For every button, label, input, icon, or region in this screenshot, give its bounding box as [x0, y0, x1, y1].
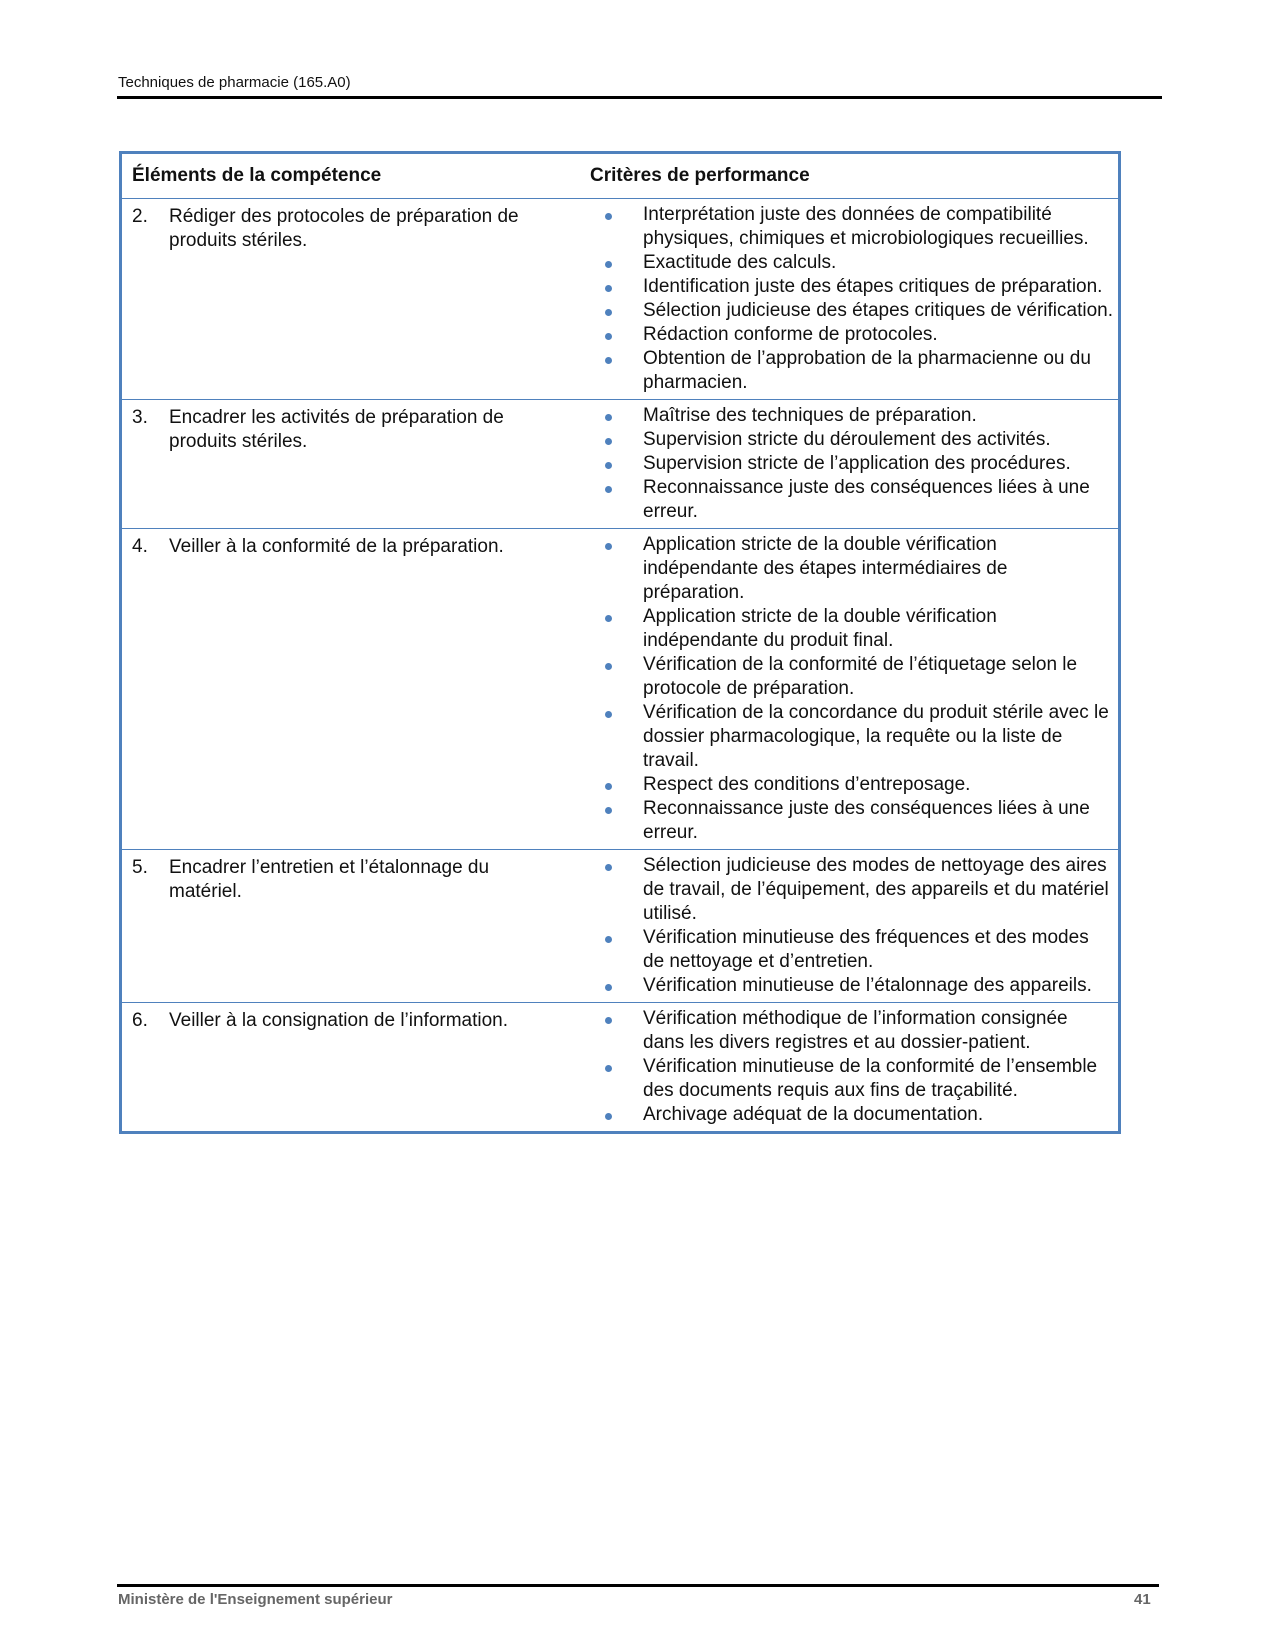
bullet-icon	[605, 1065, 612, 1072]
column-header-criteria: Critères de performance	[590, 165, 810, 186]
criterion-item	[590, 797, 1114, 845]
element-text: Encadrer l’entretien et l’étalonnage du matériel.	[169, 857, 490, 902]
bullet-icon	[605, 357, 612, 364]
criterion-text: Supervision stricte du déroulement des activités.	[643, 429, 1051, 450]
bullet-icon	[605, 807, 612, 814]
bullet-icon	[605, 663, 612, 670]
criteria-cell	[580, 1003, 1120, 1133]
criterion-text: Rédaction conforme de protocoles.	[643, 324, 938, 345]
element-number: 6.	[132, 1010, 148, 1031]
criterion-item	[590, 452, 1114, 476]
criterion-item	[590, 299, 1114, 323]
criterion-item	[590, 275, 1114, 299]
table-row	[121, 1003, 1120, 1133]
criterion-text: Sélection judicieuse des modes de nettoyage des aires de travail, de l’équipement, des appareils et du matériel utilisé.	[643, 855, 1109, 924]
criterion-text: Identification juste des étapes critiques de préparation.	[643, 276, 1103, 297]
bullet-icon	[605, 414, 612, 421]
column-header-elements: Éléments de la compétence	[132, 165, 382, 186]
bullet-icon	[605, 984, 612, 991]
table-row	[121, 199, 1120, 400]
element-text: Encadrer les activités de préparation de produits stériles.	[169, 407, 504, 452]
bullet-icon	[605, 486, 612, 493]
footer-ministry: Ministère de l'Enseignement supérieur	[118, 1591, 393, 1608]
element-text: Rédiger des protocoles de préparation de produits stériles.	[169, 206, 519, 251]
criterion-text: Vérification minutieuse des fréquences et des modes de nettoyage et d’entretien.	[643, 927, 1089, 972]
bullet-icon	[605, 213, 612, 220]
criteria-cell	[580, 529, 1120, 850]
bullet-icon	[605, 543, 612, 550]
criterion-text: Reconnaissance juste des conséquences liées à une erreur.	[643, 477, 1090, 522]
running-header: Techniques de pharmacie (165.A0)	[118, 74, 351, 91]
criterion-text: Application stricte de la double vérification indépendante du produit final.	[643, 606, 997, 651]
element-number: 3.	[132, 407, 148, 428]
criterion-item	[590, 773, 1114, 797]
criterion-text: Archivage adéquat de la documentation.	[643, 1104, 984, 1125]
bullet-icon	[605, 615, 612, 622]
criterion-item	[590, 1103, 1114, 1127]
criterion-item	[590, 428, 1114, 452]
criteria-cell	[580, 850, 1120, 1003]
page-number: 41	[1134, 1591, 1151, 1608]
element-cell	[121, 199, 581, 400]
criterion-item	[590, 404, 1114, 428]
element-text: Veiller à la conformité de la préparation.	[169, 536, 504, 557]
criterion-item	[590, 653, 1114, 701]
element-cell	[121, 529, 581, 850]
bullet-icon	[605, 864, 612, 871]
table-row	[121, 400, 1120, 529]
criteria-list	[590, 404, 1114, 524]
criterion-text: Vérification méthodique de l’information consignée dans les divers registres et au dossier-patient.	[643, 1008, 1068, 1053]
criterion-text: Supervision stricte de l’application des procédures.	[643, 453, 1071, 474]
criteria-cell	[580, 400, 1120, 529]
criteria-list	[590, 533, 1114, 845]
bullet-icon	[605, 462, 612, 469]
criterion-item	[590, 347, 1114, 395]
criterion-text: Sélection judicieuse des étapes critiques de vérification.	[643, 300, 1113, 321]
element-cell	[121, 850, 581, 1003]
criterion-text: Obtention de l’approbation de la pharmacienne ou du pharmacien.	[643, 348, 1091, 393]
bullet-icon	[605, 1017, 612, 1024]
criterion-text: Interprétation juste des données de compatibilité physiques, chimiques et microbiologiques recueillies.	[643, 204, 1089, 249]
bullet-icon	[605, 309, 612, 316]
criteria-cell	[580, 199, 1120, 400]
criterion-text: Vérification de la concordance du produit stérile avec le dossier pharmacologique, la requête ou la liste de travail.	[643, 702, 1109, 771]
element-number: 4.	[132, 536, 148, 557]
criterion-item	[590, 251, 1114, 275]
table-row	[121, 529, 1120, 850]
criteria-list	[590, 854, 1114, 998]
criterion-text: Maîtrise des techniques de préparation.	[643, 405, 977, 426]
criterion-item	[590, 476, 1114, 524]
element-text: Veiller à la consignation de l’information.	[169, 1010, 509, 1031]
criterion-item	[590, 926, 1114, 974]
element-cell	[121, 1003, 581, 1133]
criterion-text: Vérification minutieuse de la conformité de l’ensemble des documents requis aux fins de traçabilité.	[643, 1056, 1098, 1101]
element-number: 2.	[132, 206, 148, 227]
criterion-text: Vérification de la conformité de l’étiquetage selon le protocole de préparation.	[643, 654, 1078, 699]
criterion-item	[590, 533, 1114, 605]
element-cell	[121, 400, 581, 529]
criterion-item	[590, 974, 1114, 998]
competence-table	[119, 151, 1121, 1134]
criterion-item	[590, 323, 1114, 347]
criterion-text: Vérification minutieuse de l’étalonnage des appareils.	[643, 975, 1092, 996]
criterion-item	[590, 1007, 1114, 1055]
header-rule	[117, 96, 1162, 99]
bullet-icon	[605, 1113, 612, 1120]
criterion-text: Respect des conditions d’entreposage.	[643, 774, 971, 795]
criterion-item	[590, 203, 1114, 251]
footer-rule	[117, 1584, 1159, 1587]
bullet-icon	[605, 711, 612, 718]
criterion-item	[590, 605, 1114, 653]
criterion-text: Exactitude des calculs.	[643, 252, 837, 273]
criterion-item	[590, 1055, 1114, 1103]
bullet-icon	[605, 261, 612, 268]
criterion-item	[590, 854, 1114, 926]
criterion-text: Application stricte de la double vérification indépendante des étapes intermédiaires de préparation.	[643, 534, 1008, 603]
criterion-text: Reconnaissance juste des conséquences liées à une erreur.	[643, 798, 1090, 843]
bullet-icon	[605, 333, 612, 340]
criterion-item	[590, 701, 1114, 773]
element-number: 5.	[132, 857, 148, 878]
bullet-icon	[605, 783, 612, 790]
bullet-icon	[605, 936, 612, 943]
criteria-list	[590, 1007, 1114, 1127]
bullet-icon	[605, 438, 612, 445]
bullet-icon	[605, 285, 612, 292]
criteria-list	[590, 203, 1114, 395]
table-row	[121, 850, 1120, 1003]
